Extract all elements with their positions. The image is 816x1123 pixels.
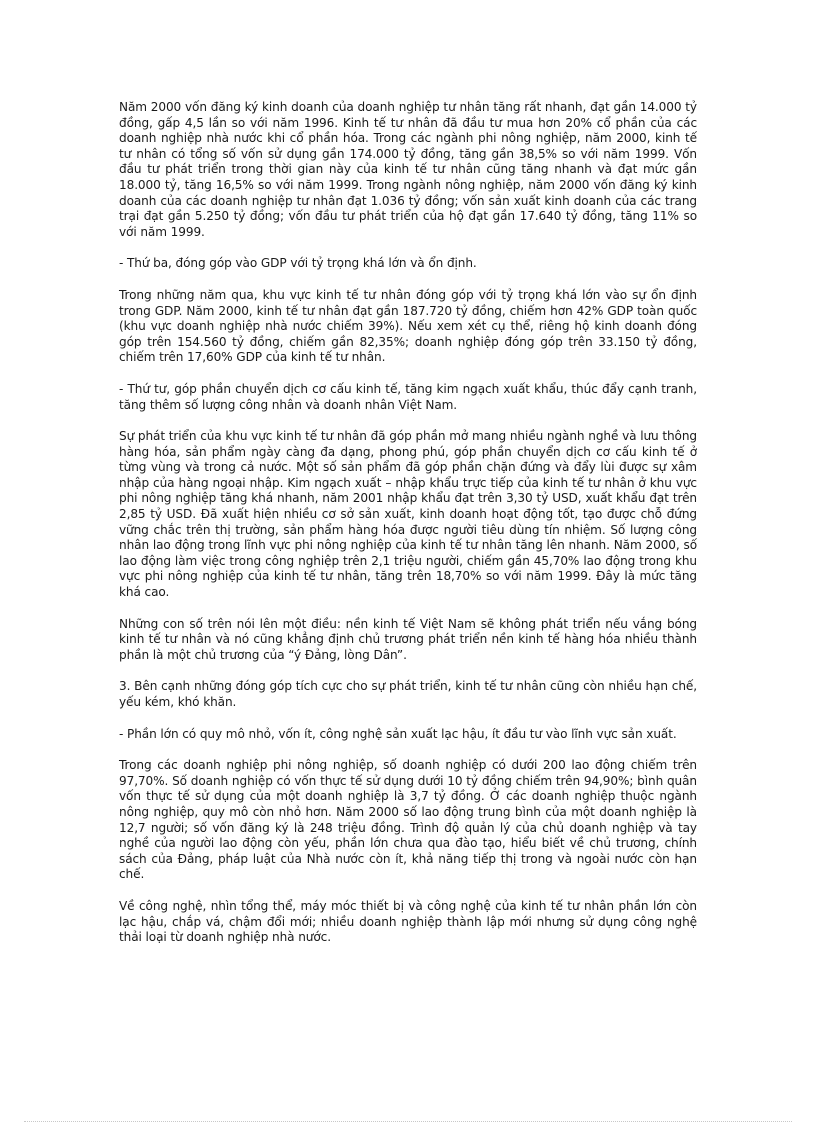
paragraph-fourth-point: - Thứ tư, góp phần chuyển dịch cơ cấu kinh tế, tăng kim ngạch xuất khẩu, thúc đẩy cạnh tranh, tăng thêm số lượng công nhân và doanh nhân Việt Nam. — [119, 381, 697, 412]
document-page — [119, 100, 697, 962]
paragraph-small-scale-point: - Phần lớn có quy mô nhỏ, vốn ít, công nghệ sản xuất lạc hậu, ít đầu tư vào lĩnh vực sản xuất. — [119, 726, 677, 741]
paragraph-technology: Về công nghệ, nhìn tổng thể, máy móc thiết bị và công nghệ của kinh tế tư nhân phần lớn còn lạc hậu, chắp vá, chậm đổi mới; nhiều doanh nghiệp thành lập mới nhưng sử dụng công nghệ thải loại từ doanh nghiệp nhà nước. — [119, 898, 697, 945]
paragraph-gdp-contribution: Trong những năm qua, khu vực kinh tế tư nhân đóng góp với tỷ trọng khá lớn vào sự ổn định trong GDP. Năm 2000, kinh tế tư nhân đạt gần 187.720 tỷ đồng, chiếm hơn 42% GDP toàn quốc (khu vực doanh nghiệp nhà nước chiếm 39%). Nếu xem xét cụ thể, riêng hộ kinh doanh đóng góp trên 154.560 tỷ đồng, chiếm gần 82,35%; doanh nghiệp đóng góp trên 33.150 tỷ đồng, chiếm trên 17,60% GDP của kinh tế tư nhân. — [119, 287, 697, 365]
page-bottom-divider — [24, 1121, 792, 1122]
paragraph-economic-restructuring: Sự phát triển của khu vực kinh tế tư nhân đã góp phần mở mang nhiều ngành nghề và lưu thông hàng hóa, sản phẩm ngày càng đa dạng, phong phú, góp phần chuyển dịch cơ cấu kinh tế ở từng vùng và trong cả nước. Một số sản phẩm đã góp phần chặn đứng và đẩy lùi được sự xâm nhập của hàng ngoại nhập. Kim ngạch xuất – nhập khẩu trực tiếp của kinh tế tư nhân ở khu vực phi nông nghiệp tăng khá nhanh, năm 2001 nhập khẩu đạt trên 3,30 tỷ USD, xuất khẩu đạt trên 2,85 tỷ USD. Đã xuất hiện nhiều cơ sở sản xuất, kinh doanh hoạt động tốt, tạo được chỗ đứng vững chắc trên thị trường, sản phẩm hàng hóa được người tiêu dùng tín nhiệm. Số lượng công nhân lao động trong lĩnh vực phi nông nghiệp của kinh tế tư nhân tăng lên nhanh. Năm 2000, số lao động làm việc trong công nghiệp trên 2,1 triệu người, chiếm gần 45,70% lao động trong khu vực phi nông nghiệp của kinh tế tư nhân, tăng trên 18,70% so với năm 1999. Đây là mức tăng khá cao. — [119, 429, 697, 600]
paragraph-third-point: - Thứ ba, đóng góp vào GDP với tỷ trọng khá lớn và ổn định. — [119, 256, 477, 271]
paragraph-section-3-heading: 3. Bên cạnh những đóng góp tích cực cho sự phát triển, kinh tế tư nhân cũng còn nhiều hạn chế, yếu kém, khó khăn. — [119, 679, 697, 709]
paragraph-enterprise-scale: Trong các doanh nghiệp phi nông nghiệp, số doanh nghiệp có dưới 200 lao động chiếm trên 97,70%. Số doanh nghiệp có vốn thực tế sử dụng dưới 10 tỷ đồng chiếm trên 94,90%; bình quân vốn thực tế sử dụng của một doanh nghiệp là 3,7 tỷ đồng. Ở các doanh nghiệp thuộc ngành nông nghiệp, quy mô còn nhỏ hơn. Năm 2000 số lao động trung bình của một doanh nghiệp là 12,7 người; số vốn đăng ký là 248 triệu đồng. Trình độ quản lý của chủ doanh nghiệp và tay nghề của người lao động còn yếu, phần lớn chưa qua đào tạo, hiểu biết về chủ trương, chính sách của Đảng, pháp luật của Nhà nước còn ít, khả năng tiếp thị trong và ngoài nước còn hạn chế. — [119, 758, 697, 882]
paragraph-private-capital: Năm 2000 vốn đăng ký kinh doanh của doanh nghiệp tư nhân tăng rất nhanh, đạt gần 14.000 tỷ đồng, gấp 4,5 lần so với năm 1996. Kinh tế tư nhân đã đầu tư mua hơn 20% cổ phần của các doanh nghiệp nhà nước khi cổ phần hóa. Trong các ngành phi nông nghiệp, năm 2000, kinh tế tư nhân có tổng số vốn sử dụng gần 174.000 tỷ đồng, tăng gần 38,5% so với năm 1999. Vốn đầu tư phát triển trong thời gian này của kinh tế tư nhân cũng tăng nhanh và đạt mức gần 18.000 tỷ, tăng 16,5% so với năm 1999. Trong ngành nông nghiệp, năm 2000 vốn đăng ký kinh doanh của các doanh nghiệp tư nhân đạt 1.036 tỷ đồng; vốn sản xuất kinh doanh của các trang trại đạt gần 5.250 tỷ đồng; vốn đầu tư phát triển của hộ đạt gần 17.640 tỷ đồng, tăng 11% so với năm 1999. — [119, 100, 697, 239]
paragraph-conclusion: Những con số trên nói lên một điều: nền kinh tế Việt Nam sẽ không phát triển nếu vắng bóng kinh tế tư nhân và nó cũng khẳng định chủ trương phát triển nền kinh tế hàng hóa nhiều thành phần là một chủ trương của “ý Đảng, lòng Dân”. — [119, 616, 697, 662]
